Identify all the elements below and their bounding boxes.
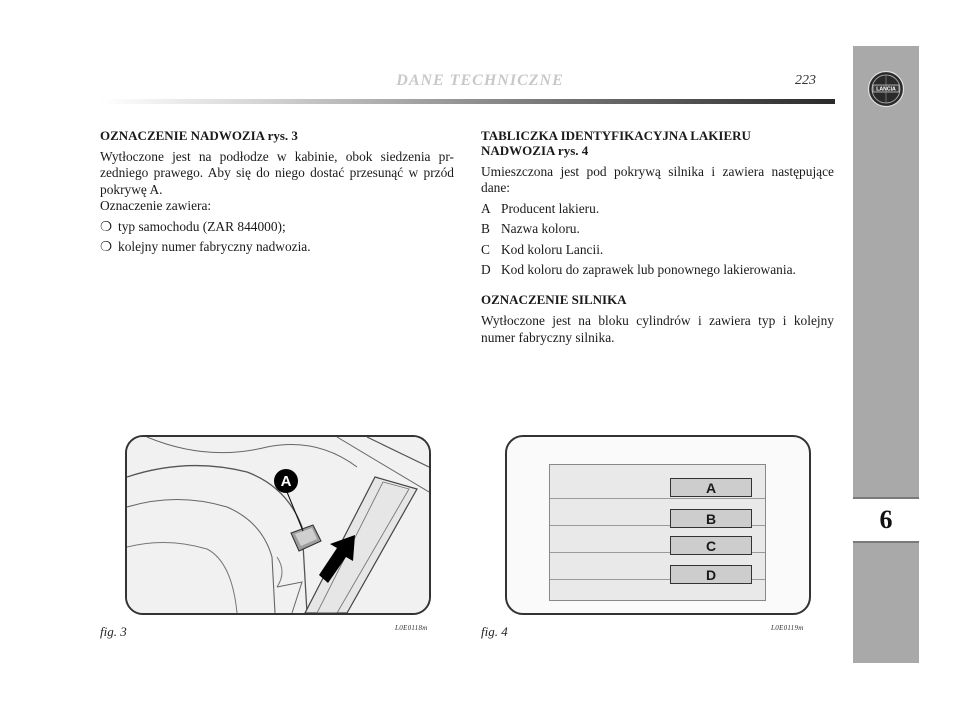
list-key: D xyxy=(481,262,491,278)
list-text: Nazwa koloru. xyxy=(501,221,580,237)
left-column xyxy=(100,128,454,255)
bullet-text: typ samochodu (ZAR 844000); xyxy=(118,218,286,234)
chapter-tab-bar xyxy=(853,46,919,663)
paint-plate-paragraph: Umieszczona jest pod pokrywą silnika i zawiera następujące dane: xyxy=(481,164,834,196)
figure-4-code: L0E0119m xyxy=(771,624,804,632)
figure-4-caption: fig. 4 xyxy=(481,624,508,639)
header-rule xyxy=(100,99,835,104)
chapter-number-tab[interactable]: 6 xyxy=(853,497,919,543)
list-key: C xyxy=(481,241,490,257)
plate-label-d: D xyxy=(670,565,752,584)
plate-row-divider xyxy=(550,498,765,499)
body-marking-paragraph: Wytłoczone jest na podłodze w kabinie, obok siedzenia pr-zedniego prawego. Aby się do niego dostać przesunąć w przód pokrywę A. xyxy=(100,149,454,197)
bullet-circle-icon: ❍ xyxy=(100,218,113,234)
list-item xyxy=(481,201,834,217)
figure-3-floor-marking xyxy=(125,435,431,615)
list-key: A xyxy=(481,200,491,216)
callout-label-a: A xyxy=(274,469,298,493)
figure-3-illustration xyxy=(127,437,429,613)
figure-3-caption: fig. 3 xyxy=(100,624,127,639)
list-text: Kod koloru Lancii. xyxy=(501,241,604,257)
plate-label-c: C xyxy=(670,536,752,555)
running-header-title: DANE TECHNICZNE xyxy=(396,72,564,89)
engine-marking-paragraph: Wytłoczone jest na bloku cylindrów i zawiera typ i kolejny numer fabryczny silnika. xyxy=(481,313,834,345)
heading-paint-plate-line2: NADWOZIA rys. 4 xyxy=(481,143,589,158)
marking-contents-intro: Oznaczenie zawiera: xyxy=(100,198,212,214)
figure-4-paint-plate xyxy=(505,435,811,615)
heading-engine-marking: OZNACZENIE SILNIKA xyxy=(481,292,627,308)
bullet-item xyxy=(100,219,454,235)
heading-paint-plate xyxy=(481,128,834,158)
lancia-logo-icon xyxy=(867,70,905,108)
right-column xyxy=(481,128,834,346)
list-item xyxy=(481,221,834,237)
bullet-item xyxy=(100,239,454,255)
list-text: Kod koloru do zaprawek lub ponownego lakierowania. xyxy=(501,262,796,278)
plate-label-a: A xyxy=(670,478,752,497)
list-key: B xyxy=(481,221,490,237)
heading-body-marking: OZNACZENIE NADWOZIA rys. 3 xyxy=(100,128,298,143)
list-text: Producent lakieru. xyxy=(501,200,600,216)
list-item xyxy=(481,242,834,258)
figure-3-code: L0E0118m xyxy=(395,624,428,632)
list-item xyxy=(481,262,834,278)
heading-paint-plate-line1: TABLICZKA IDENTYFIKACYJNA LAKIERU xyxy=(481,128,751,143)
page-number: 223 xyxy=(795,73,816,88)
plate-label-b: B xyxy=(670,509,752,528)
bullet-text: kolejny numer fabryczny nadwozia. xyxy=(118,239,311,255)
logo-text: LANCIA xyxy=(876,86,896,93)
bullet-circle-icon: ❍ xyxy=(100,239,113,255)
